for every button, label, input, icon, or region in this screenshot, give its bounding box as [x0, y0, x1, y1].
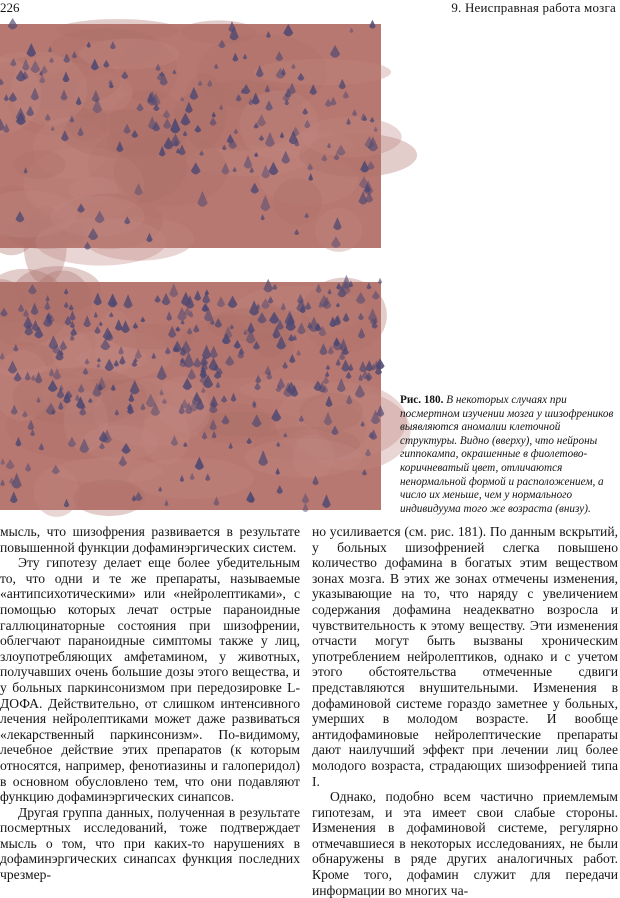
paragraph: но усиливается (см. рис. 181). По данным вскрытий, у больных шизофренией слегка повышено количество дофамина в богатых этим веществом зонах мозга. В этих же зонах отмечены изменения, указывающие на то, что наряду с увеличением содержания дофамина неадекватно возросла и чувствительность к этому веществу. Эти изменения отчасти могут быть вызваны хроническим употреблением нейролептиков, однако и с учетом этого обстоятельства отмеченные сдвиги представляются внушительными. Изменения в дофаминовой системе гораздо заметнее у больных, умерших в молодом возрасте. И вообще антидофаминовые нейролептические препараты дают наилучший эффект при лечении лиц более молодого возраста, страдающих шизофренией типа I.	[312, 524, 618, 789]
tissue-stain	[34, 467, 80, 517]
figure-caption	[400, 394, 616, 516]
neuron-cell	[8, 18, 18, 29]
paragraph: мысль, что шизофрения развивается в результате повышенной функции дофаминэргических систем.	[0, 524, 300, 555]
micrograph-bottom-image	[0, 282, 381, 510]
left-text-column	[0, 524, 300, 883]
tissue-stain	[254, 59, 391, 85]
paragraph: Однако, подобно всем частично приемлемым гипотезам, и эта имеет свои слабые стороны. Изменения в дофаминовой системе, регулярно отмечавшиеся в некоторых исследованиях, не были обнаружены в ряде других аналогичных работ. Кроме того, дофамин служит для передачи информации во многих ча-	[312, 789, 618, 898]
running-title: 9. Неисправная работа мозга	[451, 0, 616, 15]
figure-caption-label: Рис. 180.	[400, 394, 444, 406]
tissue-stain	[14, 150, 66, 179]
tissue-stain	[299, 393, 362, 432]
tissue-stain	[273, 178, 323, 225]
neuron-cell	[378, 278, 382, 284]
micrograph-top-canvas	[0, 24, 381, 248]
micrograph-top-image	[0, 24, 381, 248]
figure-caption-text: В некоторых случаях при посмертном изучении мозга у шизофреников выявляются аномалии клеточной структуры. Видно (вверху), что нейроны гиппокампа, окрашенные в фиолетово-коричневатый цвет, отличаются ненормальной формой и расположением, а число их меньше, чем у нормального индивидуума того же возраста (внизу).	[400, 394, 614, 515]
paragraph: Другая группа данных, полученная в результате посмертных исследований, тоже подтверждает мысль о том, что при каких-то нарушениях в дофаминэргических синапсах функция последних чрезмер-	[0, 804, 300, 883]
micrograph-bottom-canvas	[0, 282, 381, 510]
right-text-column	[312, 524, 618, 898]
page-number: 226	[0, 0, 20, 15]
tissue-stain	[181, 20, 256, 44]
tissue-stain	[56, 19, 179, 41]
paragraph: Эту гипотезу делает еще более убедительным то, что одни и те же препараты, называемые «антипсихотическими» или «нейролептиками», с помощью которых лечат острые параноидные галлюцинаторные состояния при шизофрении, облегчают параноидные симптомы также у лиц, злоупотребляющих амфетамином, у животных, получавших очень большие дозы этого вещества, и у больных паркинсонизмом при передозировке L-ДОФА. Действительно, от слишком интенсивного лечения нейролептиками может даже развиваться «лекарственный паркинсонизм». По-видимому, лечебное действие этих препаратов (к которым относятся, например, фенотиазины и галоперидол) в основном обусловлено тем, что они подавляют функцию дофаминэргических синапсов.	[0, 555, 300, 805]
tissue-stain	[292, 434, 335, 478]
